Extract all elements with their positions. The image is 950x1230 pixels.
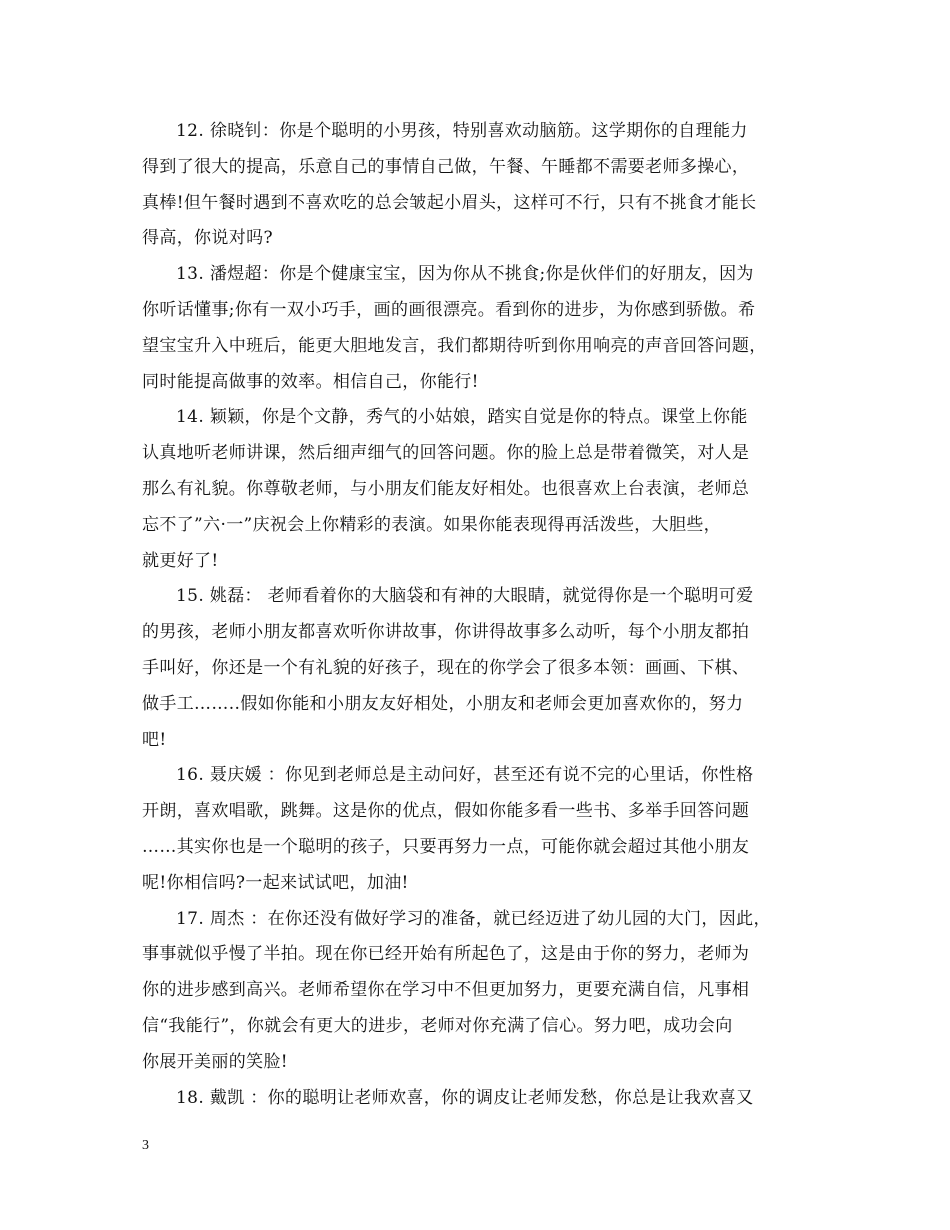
text-line: 同时能提高做事的效率。相信自己，你能行! xyxy=(142,371,479,392)
text-line: 呢!你相信吗?一起来试试吧，加油! xyxy=(142,872,409,893)
text-line: 就更好了! xyxy=(142,550,219,571)
text-line: 开朗，喜欢唱歌，跳舞。这是你的优点，假如你能多看一些书、多举手回答问题 xyxy=(142,801,750,822)
text-line: 15. 姚磊： 老师看着你的大脑袋和有神的大眼睛，就觉得你是一个聪明可爱 xyxy=(176,586,754,607)
paragraph-17 xyxy=(142,902,812,1081)
text-line: 你展开美丽的笑脸! xyxy=(142,1051,288,1072)
text-line: 望宝宝升入中班后，能更大胆地发言，我们都期待听到你用响亮的声音回答问题， xyxy=(142,335,767,356)
text-line: 12. 徐晓钊：你是个聪明的小男孩，特别喜欢动脑筋。这学期你的自理能力 xyxy=(176,121,748,141)
paragraph-18 xyxy=(142,1081,812,1117)
text-line: 你听话懂事;你有一双小巧手，画的画很漂亮。看到你的进步，为你感到骄傲。希 xyxy=(142,299,756,320)
text-line: 13. 潘煜超：你是个健康宝宝，因为你从不挑食;你是伙伴们的好朋友，因为 xyxy=(176,264,754,285)
text-line: 得高，你说对吗? xyxy=(142,228,273,249)
paragraph-16 xyxy=(142,758,812,901)
text-line: 17. 周杰 ：在你还没有做好学习的准备，就已经迈进了幼儿园的大门，因此， xyxy=(176,908,771,929)
text-line: 的男孩，老师小朋友都喜欢听你讲故事，你讲得故事多么动听，每个小朋友都拍 xyxy=(142,622,750,643)
text-line: 14. 颖颖，你是个文静，秀气的小姑娘，踏实自觉是你的特点。课堂上你能 xyxy=(176,407,748,428)
text-line: 手叫好，你还是一个有礼貌的好孩子，现在的你学会了很多本领：画画、下棋、 xyxy=(142,657,750,678)
text-line: 那么有礼貌。你尊敬老师，与小朋友们能友好相处。也很喜欢上台表演，老师总 xyxy=(142,478,750,499)
paragraph-13 xyxy=(142,257,812,400)
text-line: ……其实你也是一个聪明的孩子，只要再努力一点，可能你就会超过其他小朋友 xyxy=(142,836,750,857)
page-number: 3 xyxy=(142,1138,149,1153)
paragraph-12 xyxy=(142,114,812,257)
text-line: 吧! xyxy=(142,729,167,750)
text-line: 忘不了”六·一”庆祝会上你精彩的表演。如果你能表现得再活泼些，大胆些， xyxy=(142,514,722,535)
text-line: 18. 戴凯 ：你的聪明让老师欢喜，你的调皮让老师发愁，你总是让我欢喜又 xyxy=(176,1087,754,1108)
text-line: 16. 聂庆媛 ：你见到老师总是主动问好，甚至还有说不完的心里话，你性格 xyxy=(176,765,754,786)
paragraph-15 xyxy=(142,579,812,758)
text-line: 你的进步感到高兴。老师希望你在学习中不但更加努力，更要充满自信，凡事相 xyxy=(142,980,750,1001)
paragraph-14 xyxy=(142,400,812,579)
text-line: 真棒!但午餐时遇到不喜欢吃的总会皱起小眉头，这样可不行，只有不挑食才能长 xyxy=(142,192,757,213)
text-line: 信“我能行”，你就会有更大的进步，老师对你充满了信心。努力吧，成功会向 xyxy=(142,1015,733,1036)
document-body xyxy=(142,114,812,1116)
text-line: 得到了很大的提高，乐意自己的事情自己做，午餐、午睡都不需要老师多操心， xyxy=(142,156,750,177)
text-line: 事事就似乎慢了半拍。现在你已经开始有所起色了，这是由于你的努力，老师为 xyxy=(142,944,750,965)
text-line: 认真地听老师讲课，然后细声细气的回答问题。你的脸上总是带着微笑，对人是 xyxy=(142,443,750,464)
text-line: 做手工……..假如你能和小朋友友好相处，小朋友和老师会更加喜欢你的，努力 xyxy=(142,693,744,714)
